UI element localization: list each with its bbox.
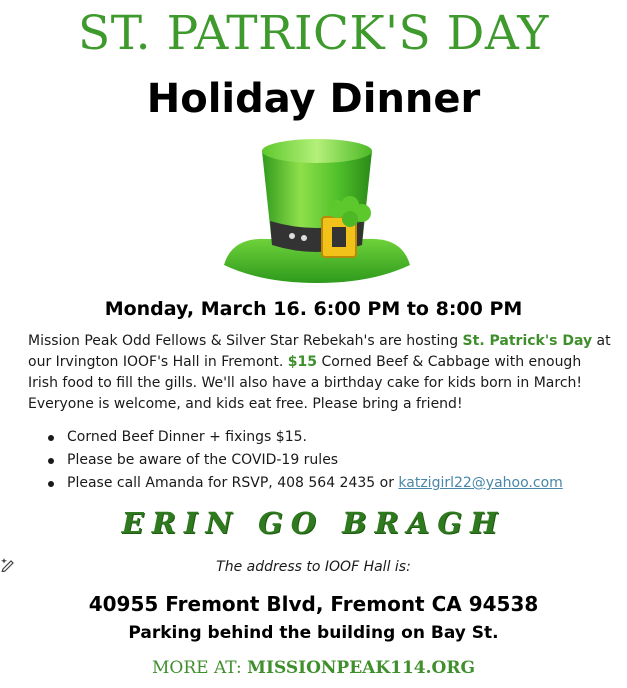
list-item xyxy=(28,426,618,449)
email-link[interactable]: katzigirl22@yahoo.com xyxy=(398,475,563,491)
description-text-1: Mission Peak Odd Fellows & Silver Star Rebekah's are hosting xyxy=(28,333,463,349)
list-item-text: Corned Beef Dinner + fixings $15. xyxy=(67,429,307,445)
details-list xyxy=(28,426,618,495)
page-title: ST. PATRICK'S DAY xyxy=(78,6,549,61)
description-highlight-event: St. Patrick's Day xyxy=(462,333,593,349)
description-highlight-price: $15 xyxy=(287,354,317,370)
list-item-text: Please be aware of the COVID-19 rules xyxy=(67,452,339,468)
website-footer xyxy=(0,655,627,681)
address-intro: The address to IOOF Hall is: xyxy=(216,559,411,575)
page-subtitle: Holiday Dinner xyxy=(146,76,481,122)
slogan: ERIN GO BRAGH xyxy=(121,506,506,540)
event-date-time: Monday, March 16. 6:00 PM to 8:00 PM xyxy=(104,298,523,320)
address-line: 40955 Fremont Blvd, Fremont CA 94538 xyxy=(88,592,539,616)
list-item xyxy=(28,472,618,495)
list-item-text: Please call Amanda for RSVP, 408 564 2435 or xyxy=(67,475,399,491)
list-item xyxy=(28,449,618,472)
description-text-2: at our Irvington IOOF's Hall in Fremont. xyxy=(28,333,611,370)
leprechaun-hat-icon xyxy=(222,137,412,287)
website-link[interactable]: MISSIONPEAK114.ORG xyxy=(247,658,475,678)
parking-note: Parking behind the building on Bay St. xyxy=(128,623,499,643)
footer-prefix: MORE AT: xyxy=(152,658,248,678)
event-description xyxy=(28,331,613,415)
description-text-3: Corned Beef & Cabbage with enough Irish food to fill the gills. We'll also have a birthday cake for kids born in March! Everyone is welcome, and kids eat free. Please bring a friend! xyxy=(28,354,582,412)
